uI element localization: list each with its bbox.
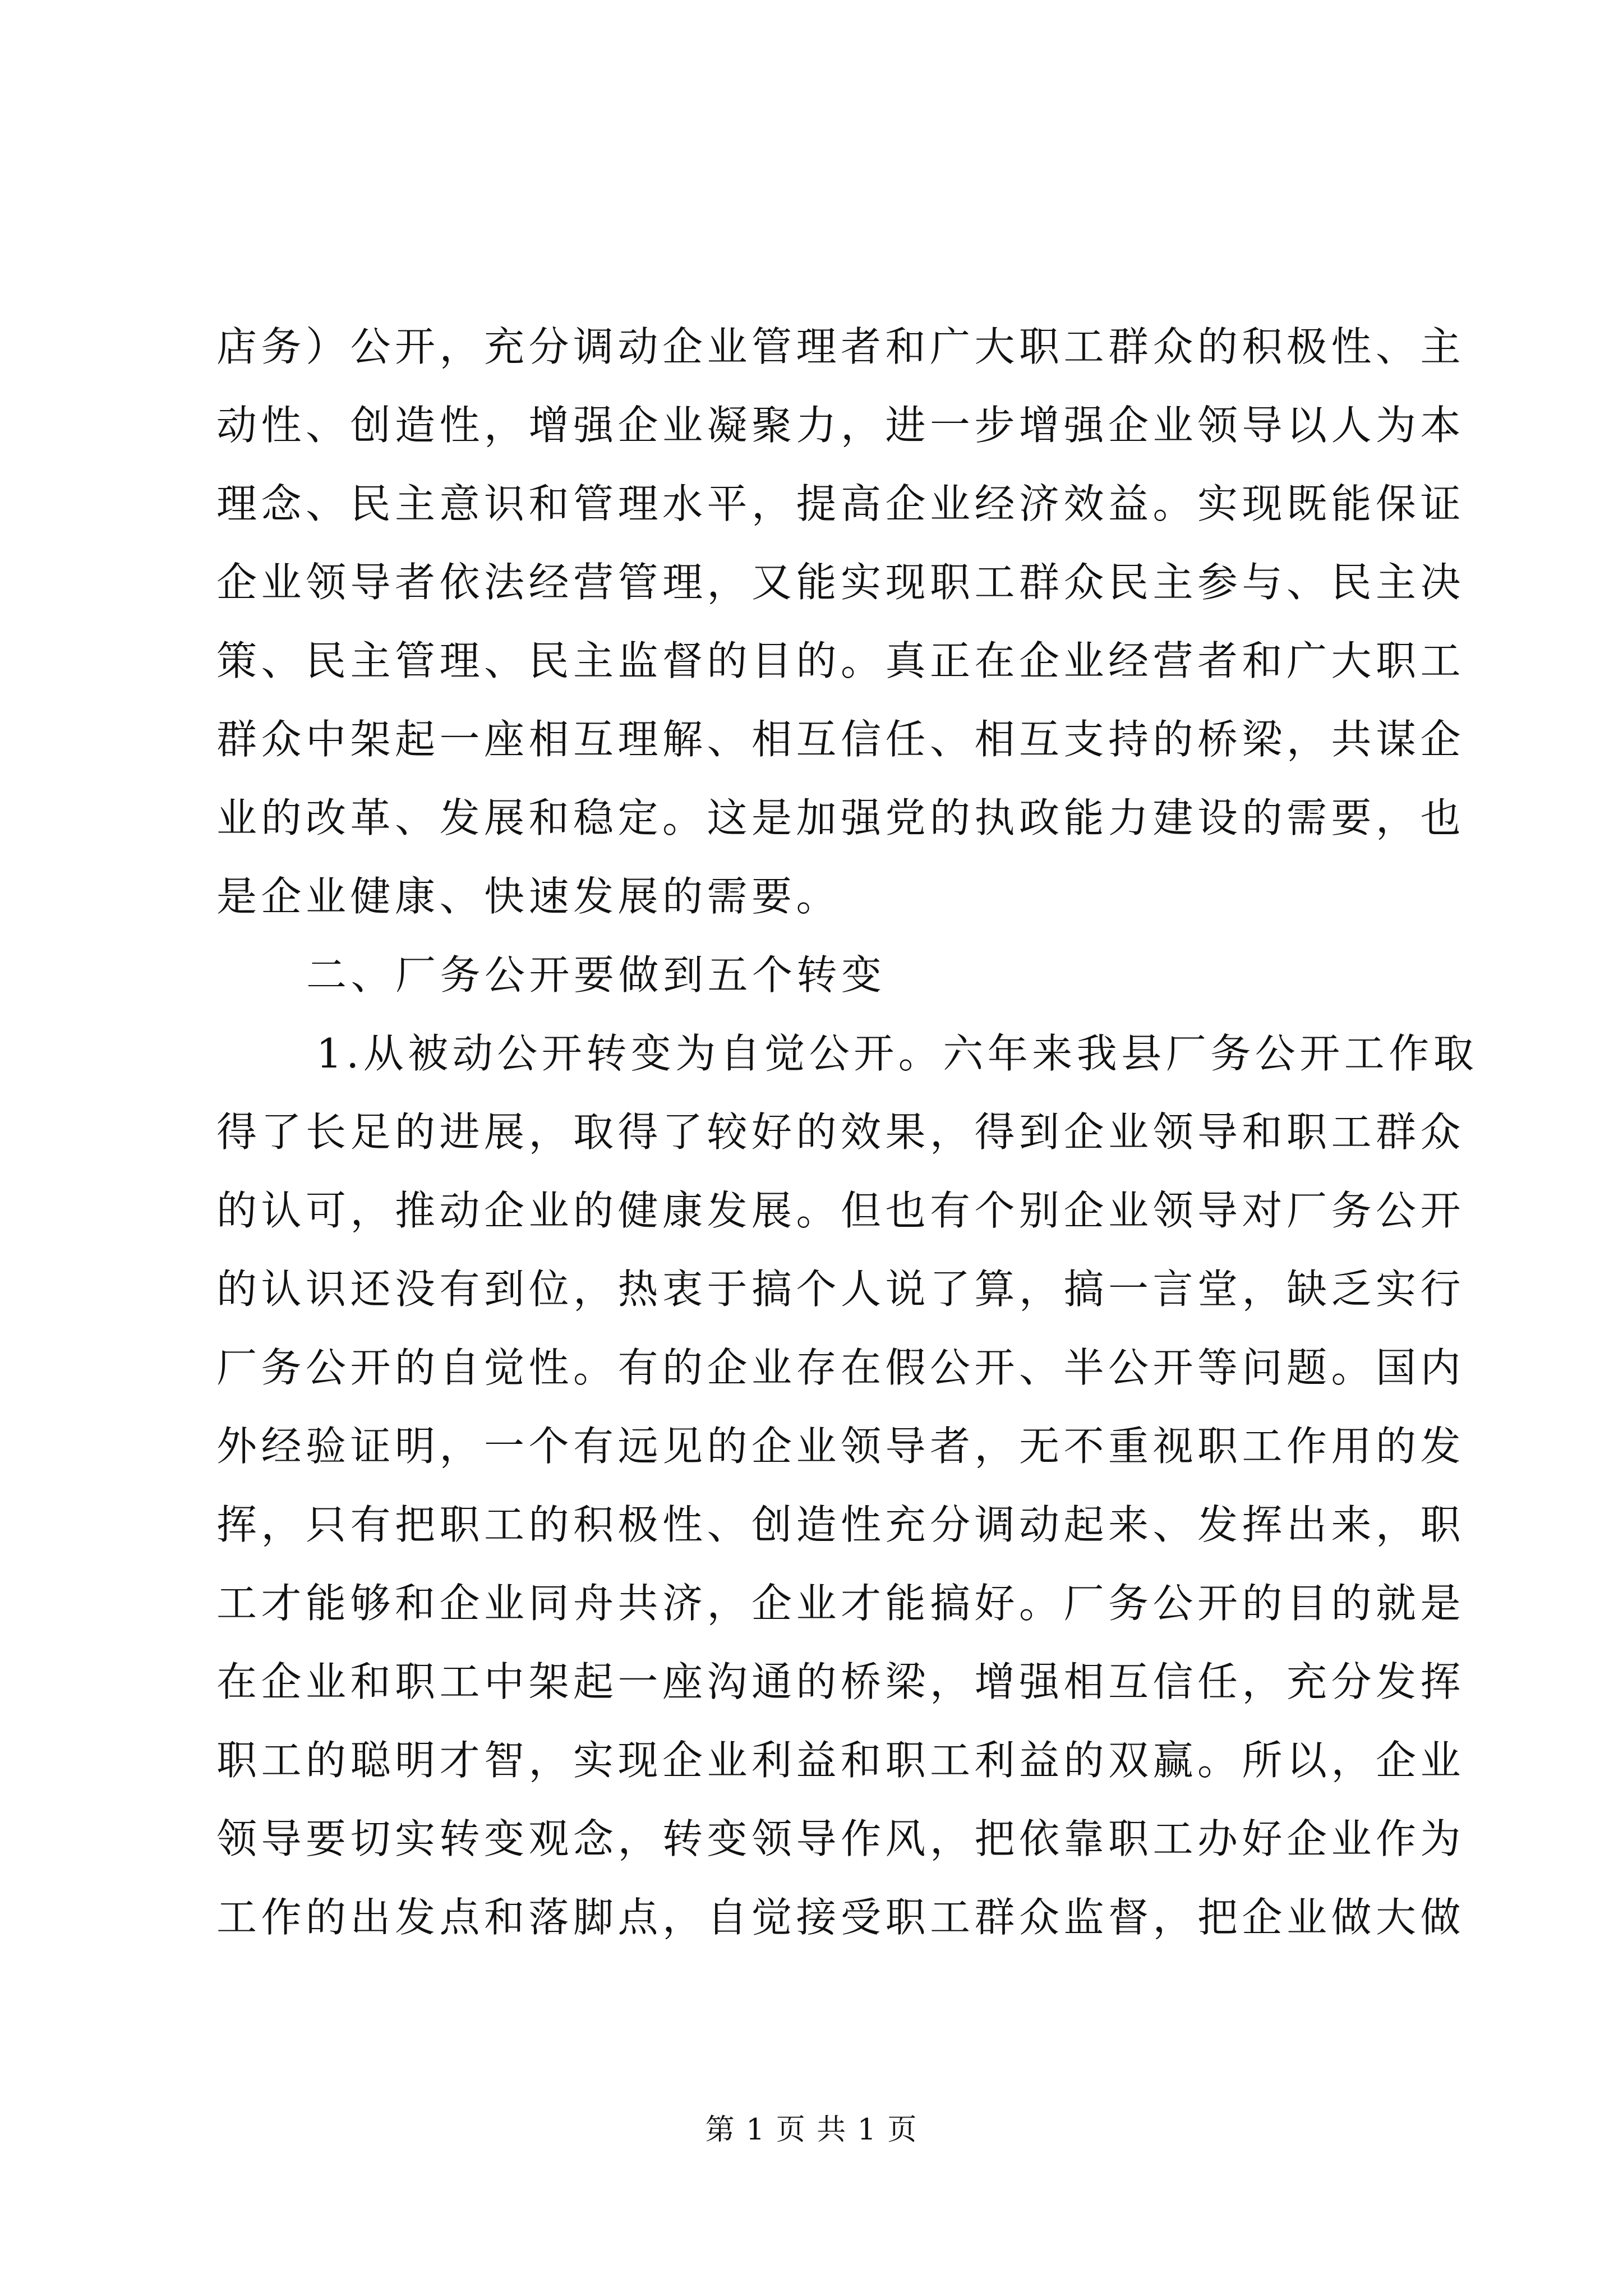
paragraph-line: 厂务公开的自觉性。有的企业存在假公开、半公开等问题。国内	[216, 1344, 1465, 1391]
paragraph-line: 策、民主管理、民主监督的目的。真正在企业经营者和广大职工	[216, 637, 1465, 684]
paragraph-line: 理念、民主意识和管理水平，提高企业经济效益。实现既能保证	[216, 480, 1465, 527]
paragraph-line: 挥，只有把职工的积极性、创造性充分调动起来、发挥出来，职	[216, 1501, 1465, 1548]
paragraph-line: 企业领导者依法经营管理，又能实现职工群众民主参与、民主决	[216, 559, 1465, 606]
paragraph-line: 店务）公开，充分调动企业管理者和广大职工群众的积极性、主	[216, 323, 1465, 370]
paragraph-line: 得了长足的进展，取得了较好的效果，得到企业领导和职工群众	[216, 1108, 1465, 1156]
paragraph-line: 是企业健康、快速发展的需要。	[216, 873, 841, 920]
paragraph-line: 工才能够和企业同舟共济，企业才能搞好。厂务公开的目的就是	[216, 1580, 1465, 1627]
paragraph-line: 群众中架起一座相互理解、相互信任、相互支持的桥梁，共谋企	[216, 716, 1465, 763]
section-heading: 二、厂务公开要做到五个转变	[306, 951, 886, 999]
paragraph-line: 在企业和职工中架起一座沟通的桥梁，增强相互信任，充分发挥	[216, 1658, 1465, 1705]
paragraph-line: 职工的聪明才智，实现企业利益和职工利益的双赢。所以，企业	[216, 1737, 1465, 1784]
paragraph-line: 工作的出发点和落脚点，自觉接受职工群众监督，把企业做大做	[216, 1894, 1465, 1941]
paragraph-line: 1.从被动公开转变为自觉公开。六年来我县厂务公开工作取	[316, 1030, 1478, 1077]
paragraph-line: 外经验证明，一个有远见的企业领导者，无不重视职工作用的发	[216, 1423, 1465, 1470]
page-footer: 第 1 页 共 1 页	[705, 2113, 918, 2147]
paragraph-line: 业的改革、发展和稳定。这是加强党的执政能力建设的需要，也	[216, 794, 1465, 841]
paragraph-line: 领导要切实转变观念，转变领导作风，把依靠职工办好企业作为	[216, 1815, 1465, 1862]
paragraph-line: 的认可，推动企业的健康发展。但也有个别企业领导对厂务公开	[216, 1187, 1465, 1234]
paragraph-line: 动性、创造性，增强企业凝聚力，进一步增强企业领导以人为本	[216, 402, 1465, 449]
paragraph-line: 的认识还没有到位，热衷于搞个人说了算，搞一言堂，缺乏实行	[216, 1266, 1465, 1313]
